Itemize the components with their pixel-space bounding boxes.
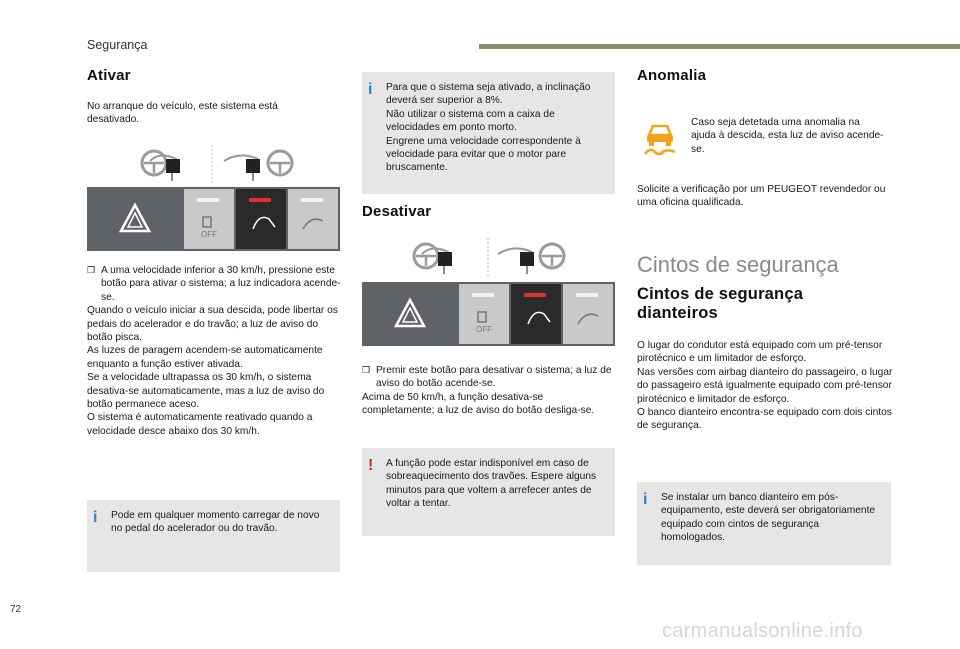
watermark: carmanualsonline.info xyxy=(662,620,863,642)
info-icon: i xyxy=(643,491,648,508)
info-note-col1 xyxy=(87,500,340,572)
warning-note-text: A função pode estar indisponível em caso de sobreaquecimento dos travões. Espere alguns minutos para que voltem a arrefecer antes de voltar a tentar. xyxy=(386,458,597,510)
info-icon: i xyxy=(368,81,373,98)
steering-wheel-illustration xyxy=(140,145,300,185)
info-note-col1-text: Pode em qualquer momento carregar de novo no pedal do acelerador ou do travão. xyxy=(111,510,320,535)
ativar-para-1: Quando o veículo iniciar a sua descida, pode libertar os pedais do acelerador e do travão; a luz de aviso do botão pisca. xyxy=(87,305,338,344)
section-title-ativar: Ativar xyxy=(87,67,131,84)
bullet-marker: ❒ xyxy=(87,265,96,275)
hill-descent-warning-icon xyxy=(642,120,678,156)
info-icon: i xyxy=(93,509,98,526)
subsection-title: Cintos de segurança dianteiros xyxy=(637,285,804,322)
seatbelt-para-2: Nas versões com airbag dianteiro do passageiro, o lugar do passageiro está igualmente equipado com pré-tensor pirotécnico e limitador de esforço. xyxy=(637,366,893,405)
anomaly-text: Caso seja detetada uma anomalia na ajuda à descida, esta luz de aviso acende-se. xyxy=(691,117,884,155)
section-header: Segurança xyxy=(87,38,148,52)
desativar-para: Acima de 50 km/h, a função desativa-se completamente; a luz de aviso do botão desliga-se. xyxy=(362,391,595,417)
seatbelt-para-3: O banco dianteiro encontra-se equipado com dois cintos de segurança. xyxy=(637,407,892,432)
page-number: 72 xyxy=(10,604,22,615)
anomaly-para: Solicite a verificação por um PEUGEOT revendedor ou uma oficina qualificada. xyxy=(637,184,886,209)
ativar-body xyxy=(87,264,342,438)
ativar-para-4: O sistema é automaticamente reativado quando a velocidade desce abaixo dos 30 km/h. xyxy=(87,412,313,437)
button-panel-illustration-2 xyxy=(362,282,615,346)
header-accent-bar xyxy=(479,44,960,49)
note-line-3: Engrene uma velocidade correspondente à velocidade para evitar que o motor pare bruscamente. xyxy=(386,135,581,174)
info-note-col2 xyxy=(362,72,615,194)
button-panel-illustration xyxy=(87,187,340,251)
desativar-bullet: Premir este botão para desativar o sistema; a luz de aviso do botão acende-se. xyxy=(376,365,612,390)
warning-icon: ! xyxy=(368,457,374,474)
desativar-body xyxy=(362,364,617,418)
section-title-desativar: Desativar xyxy=(362,203,432,220)
info-note-col3-text: Se instalar um banco dianteiro em pós-equipamento, este deverá ser obrigatoriamente equipado com cintos de segurança homologados. xyxy=(661,492,876,544)
section-title-anomalia: Anomalia xyxy=(637,67,707,84)
info-note-col3 xyxy=(637,482,891,565)
warning-note-col2 xyxy=(362,448,615,536)
off-label-2: OFF xyxy=(476,325,492,334)
steering-wheel-illustration-2 xyxy=(412,238,572,278)
info-note-col2-text xyxy=(386,81,608,175)
note-line-2: Não utilizar o sistema com a caixa de velocidades em ponto morto. xyxy=(386,108,555,134)
ativar-para-2: As luzes de paragem acendem-se automaticamente enquanto a função estiver ativada. xyxy=(87,345,323,370)
ativar-bullet: A uma velocidade inferior a 30 km/h, pressione este botão para ativar o sistema; a luz indicadora acende-se. xyxy=(101,265,341,303)
seatbelt-body xyxy=(637,339,893,433)
bullet-marker: ❒ xyxy=(362,365,371,375)
ativar-para-3: Se a velocidade ultrapassa os 30 km/h, o sistema desativa-se automaticamente, mas a luz de aviso do botão permanece aceso. xyxy=(87,372,325,411)
chapter-title: Cintos de segurança xyxy=(637,252,839,277)
ativar-intro: No arranque do veículo, este sistema está desativado. xyxy=(87,101,278,126)
off-label: OFF xyxy=(201,230,217,239)
note-line-1: Para que o sistema seja ativado, a inclinação deverá ser superior a 8%. xyxy=(386,82,591,107)
seatbelt-para-1: O lugar do condutor está equipado com um pré-tensor pirotécnico e um limitador de esforço. xyxy=(637,340,883,365)
